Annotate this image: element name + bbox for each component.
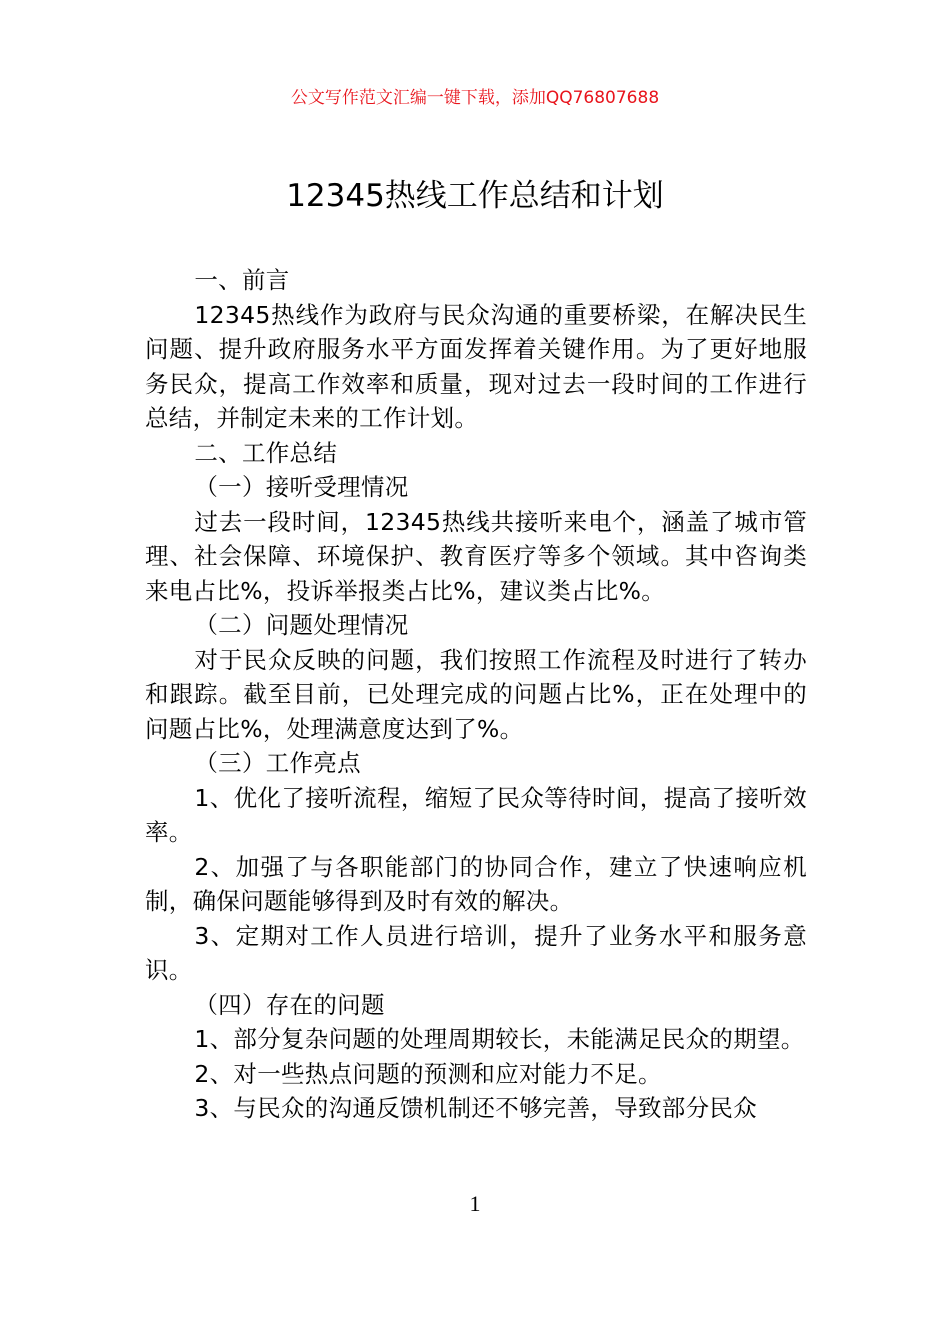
list-item: 1、部分复杂问题的处理周期较长，未能满足民众的期望。 [194,1025,805,1053]
list-item: 3、与民众的沟通反馈机制还不够完善，导致部分民众 [194,1094,757,1122]
list-item: 2、对一些热点问题的预测和应对能力不足。 [194,1059,662,1088]
list-item: 3、定期对工作人员进行培训，提升了业务水平和服务意识。 [145,921,807,984]
subheading-call-handling: （一）接听受理情况 [194,473,409,501]
subheading-problems: （四）存在的问题 [194,990,385,1019]
paragraph-issue-processing: 对于民众反映的问题，我们按照工作流程及时进行了转办和跟踪。截至目前，已处理完成的问题占比%，正在处理中的问题占比%，处理满意度达到了%。 [145,645,807,743]
document-body [145,263,807,1126]
section-heading-summary: 二、工作总结 [194,438,338,467]
section-heading-preface: 一、前言 [194,266,290,294]
document-title: 12345热线工作总结和计划 [286,178,664,214]
subheading-highlights: （三）工作亮点 [194,749,361,777]
paragraph-preface: 12345热线作为政府与民众沟通的重要桥梁，在解决民生问题、提升政府服务水平方面发挥着关键作用。为了更好地服务民众，提高工作效率和质量，现对过去一段时间的工作进行总结，并制定未来的工作计划。 [145,300,807,432]
page-number: 1 [469,1191,481,1216]
download-banner: 公文写作范文汇编一键下载，添加QQ76807688 [290,88,660,108]
paragraph-call-handling: 过去一段时间，12345热线共接听来电个，涵盖了城市管理、社会保障、环境保护、教育医疗等多个领域。其中咨询类来电占比%，投诉举报类占比%，建议类占比%。 [145,507,807,605]
list-item: 1、优化了接听流程，缩短了民众等待时间，提高了接听效率。 [145,783,807,846]
subheading-issue-processing: （二）问题处理情况 [194,611,409,639]
list-item: 2、加强了与各职能部门的协同合作，建立了快速响应机制，确保问题能够得到及时有效的解决。 [145,852,807,915]
